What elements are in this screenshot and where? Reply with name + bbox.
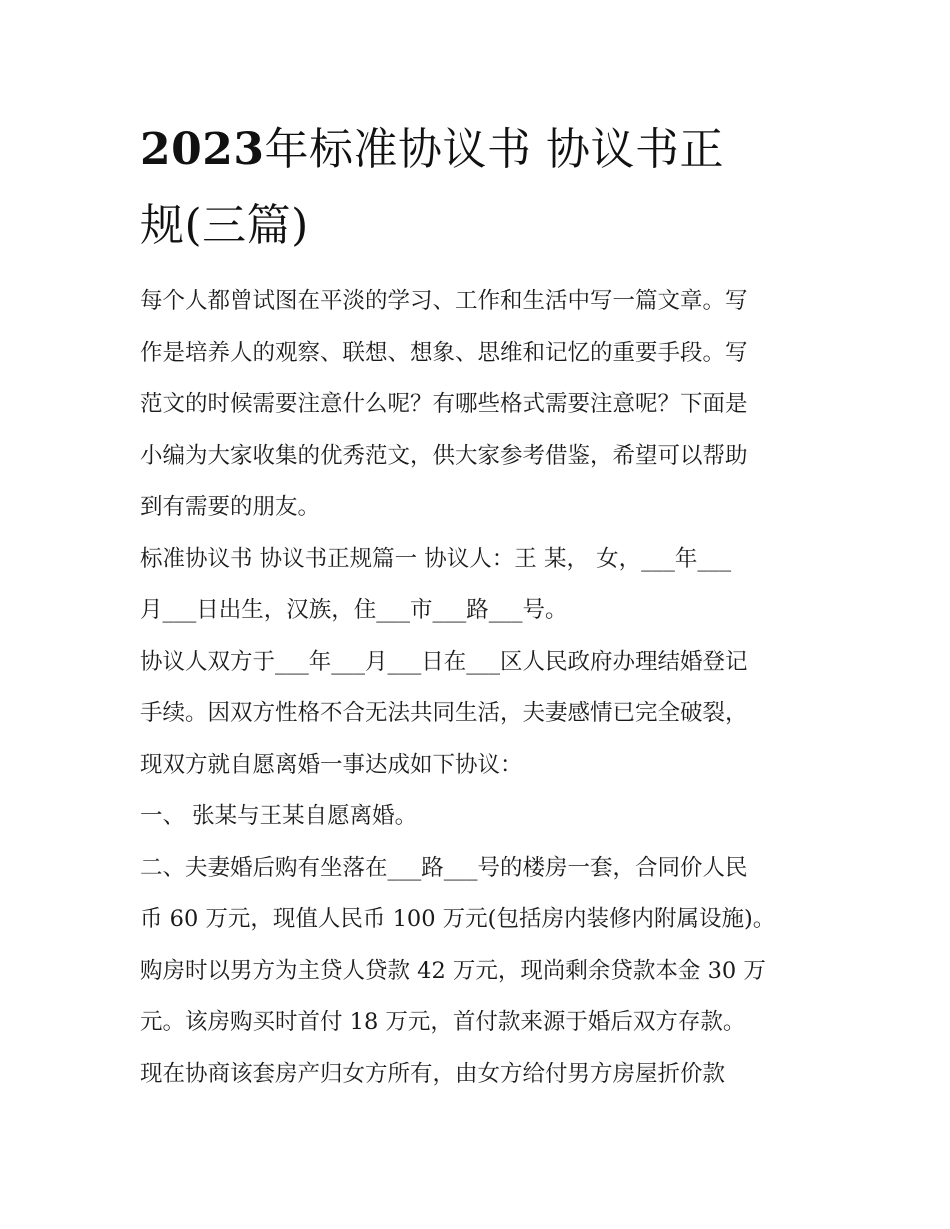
text-line: 协议人双方于___年___月___日在___区人民政府办理结婚登记 [140, 648, 748, 675]
title-line1: 年标准协议书 协议书正 [264, 124, 724, 175]
text-line: 现双方就自愿离婚一事达成如下协议： [140, 751, 523, 778]
text-line: 二、夫妻婚后购有坐落在___路___号的楼房一套，合同价人民 [140, 854, 748, 881]
title-year: 2023 [140, 124, 265, 175]
text-line: 现在协商该套房产归女方所有，由女方给付男方房屋折价款 [140, 1060, 726, 1087]
document-title [140, 112, 820, 264]
text-line: 购房时以男方为主贷人贷款 42 万元，现尚剩余贷款本金 30 万 [140, 957, 766, 984]
text-line: 一、 张某与王某自愿离婚。 [140, 803, 418, 829]
text-line: 每个人都曾试图在平淡的学习、工作和生活中写一篇文章。写 [140, 288, 748, 314]
text-line: 小编为大家收集的优秀范文，供大家参考借鉴，希望可以帮助 [140, 442, 748, 469]
text-line: 范文的时候需要注意什么呢？有哪些格式需要注意呢？下面是 [140, 391, 748, 417]
text-line: 币 60 万元，现值人民币 100 万元(包括房内装修内附属设施)。 [140, 906, 776, 932]
document-body [140, 276, 820, 1100]
text-line: 手续。因双方性格不合无法共同生活，夫妻感情已完全破裂， [140, 700, 748, 726]
title-line2: 规(三篇) [140, 200, 309, 251]
text-line: 到有需要的朋友。 [140, 494, 321, 520]
text-line: 月___日出生，汉族，住___市___路___号。 [140, 597, 568, 623]
text-line: 标准协议书 协议书正规篇一 协议人：王 某， 女，___年___ [140, 545, 732, 572]
text-line: 元。该房购买时首付 18 万元，首付款来源于婚后双方存款。 [140, 1009, 746, 1035]
text-line: 作是培养人的观察、联想、想象、思维和记忆的重要手段。写 [140, 339, 748, 366]
